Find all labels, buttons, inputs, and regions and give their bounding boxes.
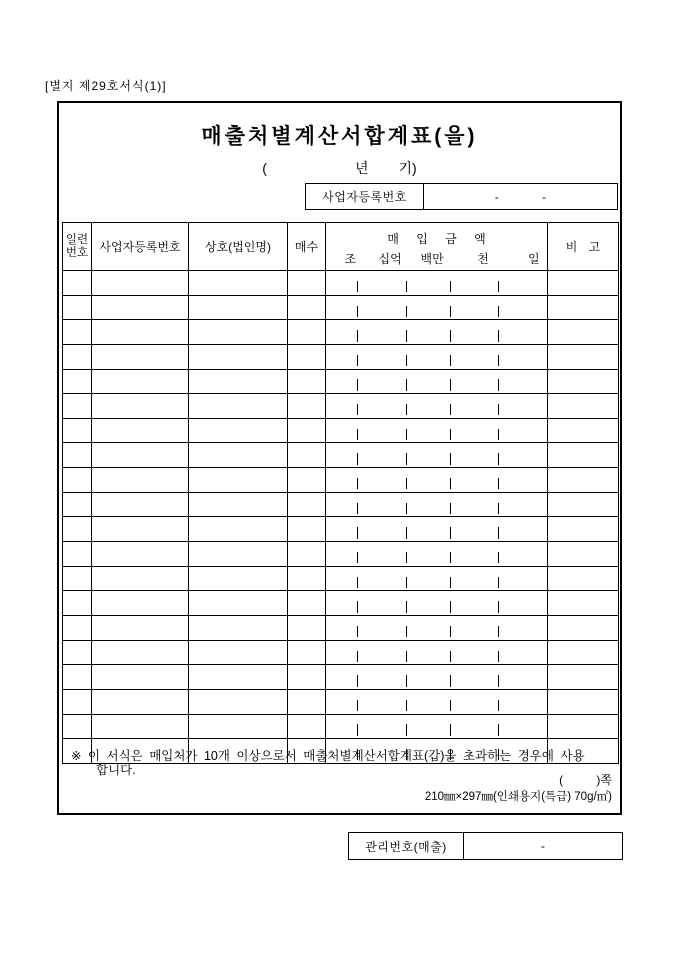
digit-separator-tick bbox=[450, 330, 451, 341]
cell-company-name bbox=[189, 418, 288, 443]
page-count-label: ( )쪽 bbox=[559, 773, 612, 787]
digit-separator-tick bbox=[498, 306, 499, 317]
cell-serial-no bbox=[63, 517, 92, 542]
cell-purchase-amount bbox=[326, 714, 548, 739]
table-row bbox=[63, 689, 619, 714]
digit-separator-tick bbox=[357, 306, 358, 317]
cell-business-reg-no bbox=[92, 591, 189, 616]
digit-separator-tick bbox=[498, 601, 499, 612]
cell-purchase-amount bbox=[326, 369, 548, 394]
cell-sheet-count bbox=[288, 271, 326, 296]
table-row bbox=[63, 320, 619, 345]
cell-purchase-amount bbox=[326, 640, 548, 665]
header-sheet-count: 매수 bbox=[288, 223, 326, 271]
header-amount-digit-units bbox=[326, 247, 547, 269]
digit-separator-tick bbox=[406, 404, 407, 415]
cell-serial-no bbox=[63, 665, 92, 690]
paper-spec-label: 210㎜×297㎜(인쇄용지(특급) 70g/㎡) bbox=[424, 791, 612, 803]
table-row bbox=[63, 640, 619, 665]
table-header-row bbox=[63, 223, 619, 271]
cell-company-name bbox=[189, 443, 288, 468]
unit-thousand: 천 bbox=[477, 252, 489, 266]
usage-note-line2: 합니다. bbox=[96, 763, 136, 777]
digit-separator-tick bbox=[498, 429, 499, 440]
unit-million: 백만 bbox=[420, 252, 444, 266]
cell-business-reg-no bbox=[92, 418, 189, 443]
invoice-summary-table bbox=[62, 222, 619, 764]
digit-separator-tick bbox=[498, 651, 499, 662]
digit-separator-tick bbox=[357, 626, 358, 637]
cell-sheet-count bbox=[288, 344, 326, 369]
digit-separator-tick bbox=[357, 675, 358, 686]
digit-separator-tick bbox=[406, 601, 407, 612]
cell-purchase-amount bbox=[326, 517, 548, 542]
digit-separator-tick bbox=[498, 453, 499, 464]
cell-serial-no bbox=[63, 566, 92, 591]
cell-serial-no bbox=[63, 689, 92, 714]
cell-purchase-amount bbox=[326, 689, 548, 714]
cell-remarks bbox=[548, 714, 619, 739]
cell-company-name bbox=[189, 615, 288, 640]
business-reg-number-label: 사업자등록번호 bbox=[306, 184, 424, 209]
cell-sheet-count bbox=[288, 640, 326, 665]
digit-separator-tick bbox=[357, 577, 358, 588]
cell-business-reg-no bbox=[92, 443, 189, 468]
digit-separator-tick bbox=[450, 626, 451, 637]
table-row bbox=[63, 418, 619, 443]
digit-separator-tick bbox=[406, 503, 407, 514]
digit-separator-tick bbox=[357, 552, 358, 563]
digit-separator-tick bbox=[498, 577, 499, 588]
cell-serial-no bbox=[63, 320, 92, 345]
digit-separator-tick bbox=[498, 330, 499, 341]
digit-separator-tick bbox=[498, 675, 499, 686]
table-row bbox=[63, 394, 619, 419]
digit-separator-tick bbox=[450, 478, 451, 489]
table-row bbox=[63, 468, 619, 493]
header-purchase-amount bbox=[326, 223, 548, 271]
digit-separator-tick bbox=[357, 281, 358, 292]
digit-separator-tick bbox=[450, 379, 451, 390]
digit-separator-tick bbox=[450, 577, 451, 588]
table-row bbox=[63, 615, 619, 640]
header-business-reg-no: 사업자등록번호 bbox=[92, 223, 189, 271]
cell-serial-no bbox=[63, 369, 92, 394]
cell-purchase-amount bbox=[326, 492, 548, 517]
cell-purchase-amount bbox=[326, 566, 548, 591]
cell-sheet-count bbox=[288, 665, 326, 690]
cell-purchase-amount bbox=[326, 443, 548, 468]
cell-purchase-amount bbox=[326, 615, 548, 640]
table-row bbox=[63, 369, 619, 394]
cell-business-reg-no bbox=[92, 714, 189, 739]
cell-remarks bbox=[548, 542, 619, 567]
digit-separator-tick bbox=[450, 724, 451, 735]
cell-company-name bbox=[189, 566, 288, 591]
table-row bbox=[63, 295, 619, 320]
digit-separator-tick bbox=[498, 503, 499, 514]
cell-purchase-amount bbox=[326, 271, 548, 296]
digit-separator-tick bbox=[450, 503, 451, 514]
cell-purchase-amount bbox=[326, 295, 548, 320]
digit-separator-tick bbox=[498, 724, 499, 735]
digit-separator-tick bbox=[450, 453, 451, 464]
cell-sheet-count bbox=[288, 517, 326, 542]
cell-company-name bbox=[189, 295, 288, 320]
form-border-box bbox=[57, 101, 622, 815]
table-row bbox=[63, 492, 619, 517]
digit-separator-tick bbox=[406, 355, 407, 366]
cell-business-reg-no bbox=[92, 566, 189, 591]
digit-separator-tick bbox=[450, 429, 451, 440]
cell-sheet-count bbox=[288, 418, 326, 443]
cell-purchase-amount bbox=[326, 394, 548, 419]
cell-serial-no bbox=[63, 271, 92, 296]
header-purchase-amount-title: 매 입 금 액 bbox=[387, 232, 486, 246]
cell-business-reg-no bbox=[92, 295, 189, 320]
cell-remarks bbox=[548, 689, 619, 714]
cell-sheet-count bbox=[288, 443, 326, 468]
cell-remarks bbox=[548, 492, 619, 517]
digit-separator-tick bbox=[357, 724, 358, 735]
cell-business-reg-no bbox=[92, 640, 189, 665]
cell-sheet-count bbox=[288, 542, 326, 567]
cell-serial-no bbox=[63, 295, 92, 320]
cell-serial-no bbox=[63, 492, 92, 517]
cell-serial-no bbox=[63, 714, 92, 739]
cell-company-name bbox=[189, 517, 288, 542]
cell-remarks bbox=[548, 615, 619, 640]
digit-separator-tick bbox=[498, 527, 499, 538]
management-number-box bbox=[348, 832, 623, 860]
cell-sheet-count bbox=[288, 369, 326, 394]
invoice-table-body bbox=[63, 271, 619, 764]
cell-serial-no bbox=[63, 640, 92, 665]
cell-business-reg-no bbox=[92, 344, 189, 369]
cell-business-reg-no bbox=[92, 468, 189, 493]
cell-company-name bbox=[189, 492, 288, 517]
cell-remarks bbox=[548, 320, 619, 345]
cell-remarks bbox=[548, 443, 619, 468]
digit-separator-tick bbox=[406, 626, 407, 637]
digit-separator-tick bbox=[498, 700, 499, 711]
cell-sheet-count bbox=[288, 394, 326, 419]
cell-purchase-amount bbox=[326, 468, 548, 493]
cell-sheet-count bbox=[288, 320, 326, 345]
cell-business-reg-no bbox=[92, 665, 189, 690]
digit-separator-tick bbox=[357, 404, 358, 415]
digit-separator-tick bbox=[357, 527, 358, 538]
cell-company-name bbox=[189, 665, 288, 690]
digit-separator-tick bbox=[498, 379, 499, 390]
business-reg-number-box bbox=[305, 183, 618, 210]
cell-sheet-count bbox=[288, 468, 326, 493]
unit-trillion: 조 bbox=[344, 252, 357, 266]
digit-separator-tick bbox=[406, 429, 407, 440]
digit-separator-tick bbox=[406, 700, 407, 711]
digit-separator-tick bbox=[406, 651, 407, 662]
cell-business-reg-no bbox=[92, 542, 189, 567]
digit-separator-tick bbox=[450, 281, 451, 292]
digit-separator-tick bbox=[357, 330, 358, 341]
header-serial-no bbox=[63, 223, 92, 271]
cell-purchase-amount bbox=[326, 542, 548, 567]
cell-company-name bbox=[189, 689, 288, 714]
usage-note bbox=[71, 749, 619, 777]
digit-separator-tick bbox=[450, 355, 451, 366]
cell-remarks bbox=[548, 591, 619, 616]
cell-business-reg-no bbox=[92, 394, 189, 419]
cell-sheet-count bbox=[288, 591, 326, 616]
cell-business-reg-no bbox=[92, 320, 189, 345]
header-remarks: 비 고 bbox=[548, 223, 619, 271]
digit-separator-tick bbox=[357, 453, 358, 464]
digit-separator-tick bbox=[450, 675, 451, 686]
cell-company-name bbox=[189, 271, 288, 296]
table-row bbox=[63, 665, 619, 690]
form-subtitle bbox=[59, 158, 620, 178]
cell-remarks bbox=[548, 418, 619, 443]
cell-sheet-count bbox=[288, 714, 326, 739]
digit-separator-tick bbox=[406, 379, 407, 390]
management-number-label: 관리번호(매출) bbox=[349, 833, 464, 859]
cell-purchase-amount bbox=[326, 591, 548, 616]
digit-separator-tick bbox=[406, 675, 407, 686]
digit-separator-tick bbox=[450, 527, 451, 538]
cell-remarks bbox=[548, 665, 619, 690]
table-row bbox=[63, 517, 619, 542]
management-number-field[interactable]: - bbox=[541, 839, 545, 853]
cell-serial-no bbox=[63, 468, 92, 493]
digit-separator-tick bbox=[357, 700, 358, 711]
cell-remarks bbox=[548, 344, 619, 369]
digit-separator-tick bbox=[450, 700, 451, 711]
cell-purchase-amount bbox=[326, 344, 548, 369]
digit-separator-tick bbox=[357, 601, 358, 612]
subtitle-open-paren: ( bbox=[262, 160, 267, 176]
cell-remarks bbox=[548, 517, 619, 542]
cell-purchase-amount bbox=[326, 418, 548, 443]
table-row bbox=[63, 714, 619, 739]
digit-separator-tick bbox=[406, 552, 407, 563]
digit-separator-tick bbox=[357, 379, 358, 390]
cell-company-name bbox=[189, 369, 288, 394]
digit-separator-tick bbox=[406, 306, 407, 317]
table-row bbox=[63, 344, 619, 369]
digit-separator-tick bbox=[357, 355, 358, 366]
digit-separator-tick bbox=[406, 453, 407, 464]
cell-remarks bbox=[548, 271, 619, 296]
cell-business-reg-no bbox=[92, 271, 189, 296]
subtitle-period-label: 기) bbox=[398, 160, 417, 176]
cell-serial-no bbox=[63, 394, 92, 419]
subtitle-year-label: 년 bbox=[354, 160, 369, 176]
cell-serial-no bbox=[63, 542, 92, 567]
digit-separator-tick bbox=[450, 306, 451, 317]
unit-billion: 십억 bbox=[378, 252, 402, 266]
cell-business-reg-no bbox=[92, 369, 189, 394]
unit-ones: 일 bbox=[527, 252, 540, 266]
cell-serial-no bbox=[63, 418, 92, 443]
digit-separator-tick bbox=[406, 724, 407, 735]
cell-company-name bbox=[189, 320, 288, 345]
cell-company-name bbox=[189, 394, 288, 419]
cell-sheet-count bbox=[288, 295, 326, 320]
cell-purchase-amount bbox=[326, 665, 548, 690]
cell-sheet-count bbox=[288, 689, 326, 714]
cell-company-name bbox=[189, 714, 288, 739]
cell-sheet-count bbox=[288, 615, 326, 640]
digit-separator-tick bbox=[357, 429, 358, 440]
digit-separator-tick bbox=[498, 626, 499, 637]
cell-sheet-count bbox=[288, 492, 326, 517]
digit-separator-tick bbox=[357, 503, 358, 514]
digit-separator-tick bbox=[406, 478, 407, 489]
header-company-name: 상호(법인명) bbox=[189, 223, 288, 271]
cell-company-name bbox=[189, 344, 288, 369]
cell-company-name bbox=[189, 591, 288, 616]
cell-purchase-amount bbox=[326, 320, 548, 345]
table-row bbox=[63, 443, 619, 468]
cell-serial-no bbox=[63, 443, 92, 468]
digit-separator-tick bbox=[450, 404, 451, 415]
form-title: 매출처별계산서합계표(을) bbox=[201, 125, 478, 148]
table-row bbox=[63, 566, 619, 591]
business-reg-number-field[interactable]: - - bbox=[494, 189, 547, 204]
digit-separator-tick bbox=[357, 651, 358, 662]
digit-separator-tick bbox=[406, 527, 407, 538]
table-row bbox=[63, 271, 619, 296]
cell-company-name bbox=[189, 468, 288, 493]
cell-company-name bbox=[189, 542, 288, 567]
usage-note-line1: ※ 이 서식은 매입처가 10개 이상으로서 매출처별계산서합계표(갑)을 초과하는 경우에 사용 bbox=[71, 749, 585, 763]
digit-separator-tick bbox=[406, 330, 407, 341]
cell-remarks bbox=[548, 295, 619, 320]
cell-serial-no bbox=[63, 344, 92, 369]
digit-separator-tick bbox=[498, 478, 499, 489]
digit-separator-tick bbox=[406, 281, 407, 292]
cell-business-reg-no bbox=[92, 492, 189, 517]
cell-business-reg-no bbox=[92, 615, 189, 640]
cell-remarks bbox=[548, 394, 619, 419]
digit-separator-tick bbox=[498, 404, 499, 415]
cell-remarks bbox=[548, 468, 619, 493]
cell-company-name bbox=[189, 640, 288, 665]
form-code-label: [별지 제29호서식(1)] bbox=[45, 79, 167, 93]
header-serial-line1: 일련 bbox=[65, 233, 89, 246]
digit-separator-tick bbox=[498, 355, 499, 366]
digit-separator-tick bbox=[357, 478, 358, 489]
cell-sheet-count bbox=[288, 566, 326, 591]
cell-serial-no bbox=[63, 615, 92, 640]
header-serial-line2: 번호 bbox=[65, 246, 89, 259]
digit-separator-tick bbox=[406, 577, 407, 588]
digit-separator-tick bbox=[498, 552, 499, 563]
cell-business-reg-no bbox=[92, 689, 189, 714]
digit-separator-tick bbox=[450, 601, 451, 612]
cell-remarks bbox=[548, 369, 619, 394]
digit-separator-tick bbox=[450, 651, 451, 662]
table-row bbox=[63, 591, 619, 616]
table-row bbox=[63, 542, 619, 567]
cell-remarks bbox=[548, 640, 619, 665]
digit-separator-tick bbox=[450, 552, 451, 563]
cell-remarks bbox=[548, 566, 619, 591]
digit-separator-tick bbox=[498, 281, 499, 292]
cell-business-reg-no bbox=[92, 517, 189, 542]
cell-serial-no bbox=[63, 591, 92, 616]
